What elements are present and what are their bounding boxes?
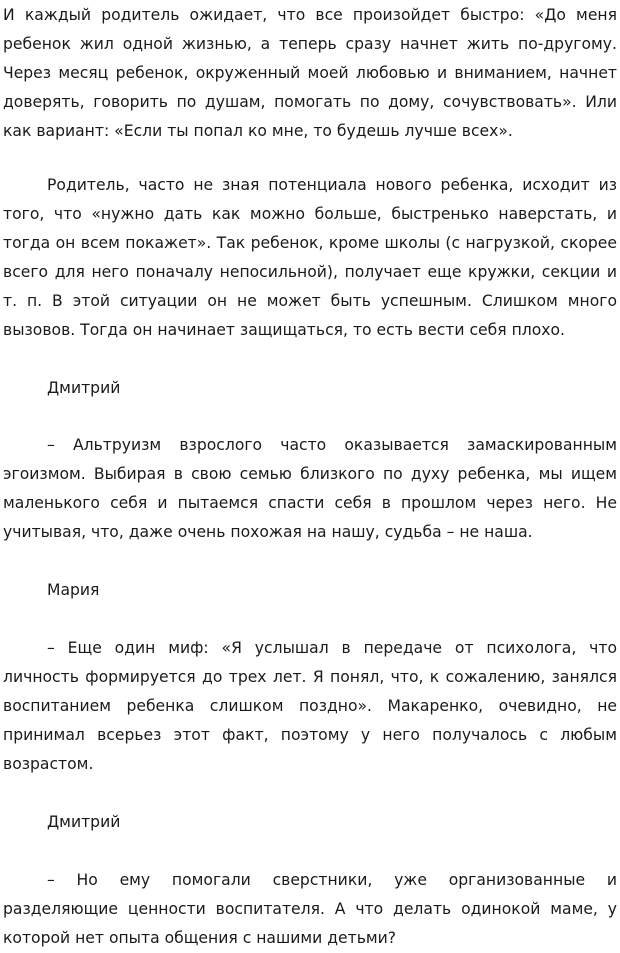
paragraph-2: Родитель, часто не зная потенциала нового ребенка, исходит из того, что «нужно дать как можно больше, быстренько наверстать, и тогда он всем покажет». Так ребенок, кроме школы (с нагрузкой, скорее всего для него поначалу непосильной), получает еще кружки, секции и т. п. В этой ситуации он не может быть успешным. Слишком много вызовов. Тогда он начинает защищаться, то есть вести себя плохо. xyxy=(3,176,617,339)
speaker-label: Мария xyxy=(47,581,100,599)
paragraph-4: – Еще один миф: «Я услышал в передаче от психолога, что личность формируется до трех лет. Я понял, что, к сожалению, занялся воспитанием ребенка слишком поздно». Макаренко, очевидно, не принимал всерьез этот факт, поэтому у него получалось с любым возрастом. xyxy=(3,639,617,773)
speaker-label: Дмитрий xyxy=(47,379,121,397)
paragraph-5: – Но ему помогали сверстники, уже организованные и разделяющие ценности воспитателя. А что делать одинокой маме, у которой нет опыта общения с нашими детьми? xyxy=(3,871,617,947)
paragraph-1: И каждый родитель ожидает, что все произойдет быстро: «До меня ребенок жил одной жизнью, а теперь сразу начнет жить по-другому. Через месяц ребенок, окруженный моей любовью и вниманием, начнет доверять, говорить по душам, помогать по дому, сочувствовать». Или как вариант: «Если ты попал ко мне, то будешь лучше всех». xyxy=(3,6,617,140)
speaker-label: Дмитрий xyxy=(47,813,121,831)
paragraph-3: – Альтруизм взрослого часто оказывается замаскированным эгоизмом. Выбирая в свою семью близкого по духу ребенка, мы ищем маленького себя и пытаемся спасти себя в прошлом через него. Не учитывая, что, даже очень похожая на нашу, судьба – не наша. xyxy=(3,436,617,541)
